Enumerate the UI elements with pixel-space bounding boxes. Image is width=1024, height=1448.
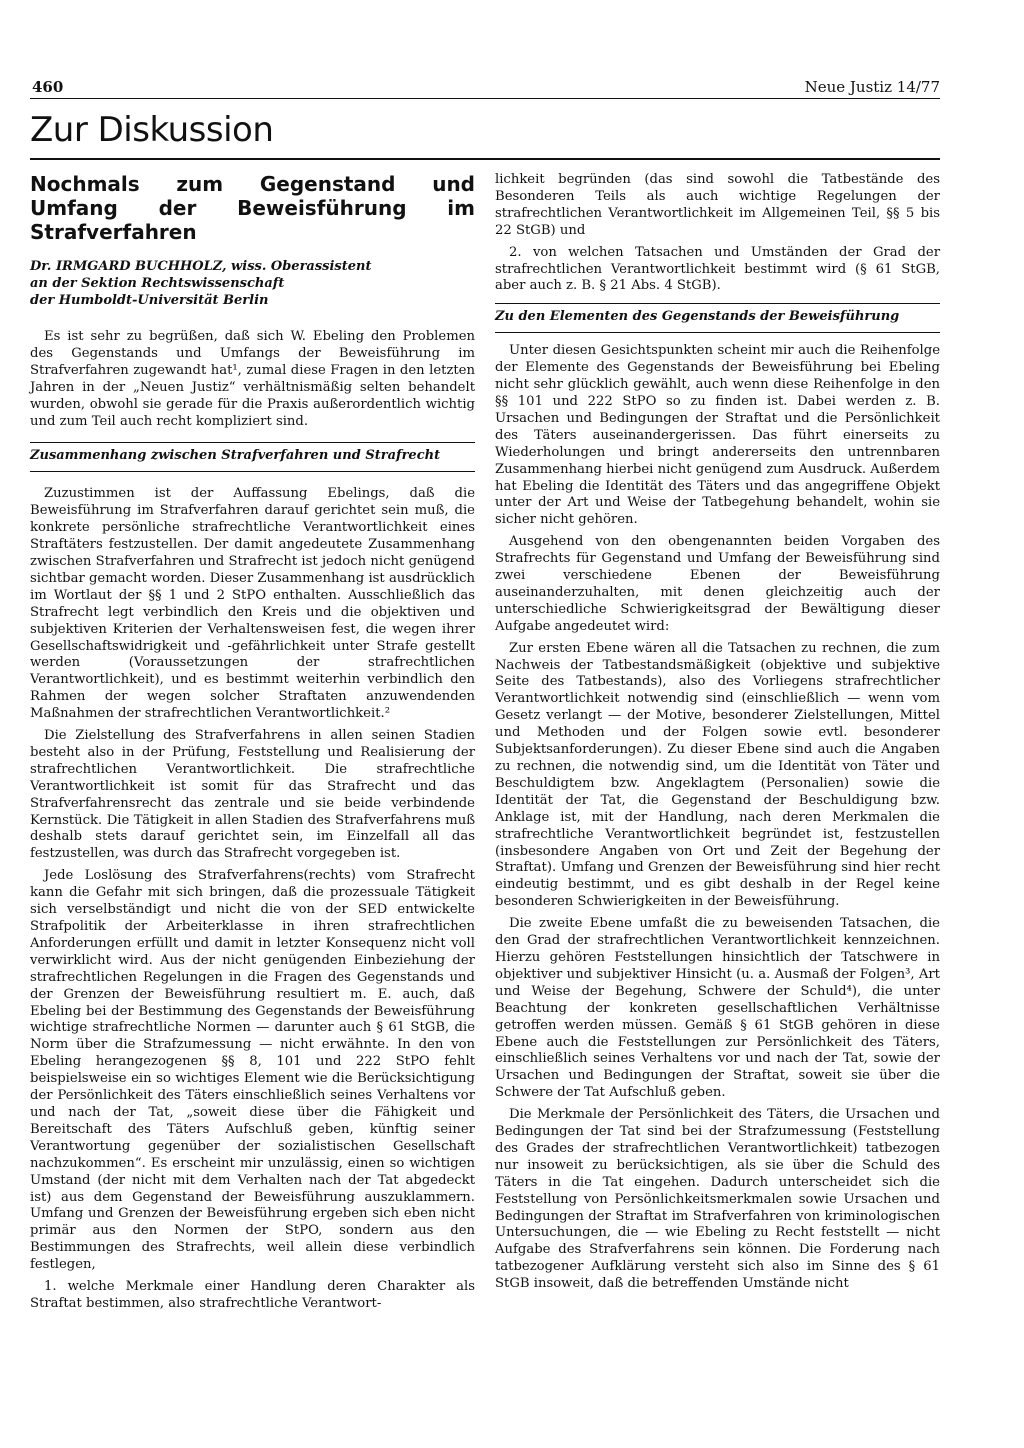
- body-paragraph: lichkeit begründen (das sind sowohl die Tatbestände des Besonderen Teils als auch wichtige Regelungen der strafrechtlichen Verantwortlichkeit im Allgemeinen Teil, §§ 5 bis 22 StGB) und: [495, 172, 940, 238]
- body-paragraph: Die zweite Ebene umfaßt die zu beweisenden Tatsachen, die den Grad der strafrechtlichen Verantwortlichkeit kennzeichnen. Hierzu gehören Feststellungen hinsichtlich der Tatschwere in objektiver und subjektiver Hinsicht (u. a. Ausmaß der Folgen³, Art und Weise der Begehung, Schwere der Schuld⁴), die unter Beachtung der konkreten gesellschaftlichen Verhältnisse getroffen werden müssen. Gemäß § 61 StGB gehören in diese Ebene auch die Feststellungen zur Persönlichkeit des Täters, einschließlich seines Verhaltens vor und nach der Tat, sowie der Ursachen und Bedingungen der Straftat, soweit sie über die Schwere der Tat Aufschluß geben.: [495, 916, 940, 1101]
- right-column: [495, 172, 940, 1298]
- author-block: [30, 258, 475, 309]
- top-rule: [30, 98, 940, 99]
- body-paragraph: Jede Loslösung des Strafverfahrens(rechts) vom Strafrecht kann die Gefahr mit sich bringen, daß die prozessuale Tätigkeit sich verselbständigt und nicht die von der SED entwickelte Strafpolitik der Arbeiterklasse in ihren strafrechtlichen Anforderungen erfüllt und damit in letzter Konsequenz nicht voll verwirklicht wird. Aus der nicht genügenden Einbeziehung der strafrechtlichen Regelungen in die Fragen des Gegenstands und der Grenzen der Beweisführung resultiert m. E. auch, daß Ebeling bei der Bestimmung des Gegenstands der Beweisführung wichtige strafrechtliche Normen — darunter auch § 61 StGB, die Norm über die Strafzumessung — nicht erwähnte. In den von Ebeling herangezogenen §§ 8, 101 und 222 StPO fehlt beispielsweise ein so wichtiges Element wie die Berücksichtigung der Persönlichkeit des Täters einschließlich seines Verhaltens vor und nach der Tat, „soweit diese über die Fähigkeit und Bereitschaft des Täters Aufschluß geben, künftig seiner Verantwortung gegenüber der sozialistischen Gesellschaft nachzukommen“. Es erscheint mir unzulässig, einen so wichtigen Umstand (der nicht mit dem Verhalten nach der Tat abgedeckt ist) aus dem Gegenstand der Beweisführung auszuklammern. Umfang und Grenzen der Beweisführung ergeben sich eben nicht primär aus den Normen der StPO, sondern aus den Bestimmungen des Strafrechts, weil allein diese verbindlich festlegen,: [30, 868, 475, 1273]
- subheading: Zu den Elementen des Gegenstands der Beweisführung: [495, 303, 940, 333]
- left-column: [30, 172, 475, 1318]
- title-rule: [30, 158, 940, 160]
- body-paragraph: Die Zielstellung des Strafverfahrens in allen seinen Stadien besteht also in der Prüfung, Feststellung und Realisierung der strafrechtlichen Verantwortlichkeit. Die strafrechtliche Verantwortlichkeit ist somit für das Strafrecht und das Strafverfahrensrecht das zentrale und sie beide verbindende Kernstück. Die Tätigkeit in allen Stadien des Strafverfahrens muß deshalb stets darauf gerichtet sein, im Einzelfall all das festzustellen, was durch das Strafrecht vorgegeben ist.: [30, 728, 475, 862]
- body-paragraph: Zuzustimmen ist der Auffassung Ebelings, daß die Beweisführung im Strafverfahren darauf gerichtet sein muß, die konkrete persönliche strafrechtliche Verantwortlichkeit eines Straftäters festzustellen. Der damit angedeutete Zusammenhang zwischen Strafverfahren und Strafrecht ist jedoch nicht genügend sichtbar gemacht worden. Dieser Zusammenhang ist ausdrücklich im Wortlaut der §§ 1 und 2 StPO enthalten. Ausschließlich das Strafrecht legt verbindlich den Kreis und die objektiven und subjektiven Kriterien der Verhaltensweisen fest, die wegen ihrer Gesellschaftswidrigkeit und -gefährlichkeit unter Strafe gestellt werden (Voraussetzungen der strafrechtlichen Verantwortlichkeit), und es bestimmt weiterhin verbindlich den Rahmen der wegen solcher Straftaten anzuwendenden Maßnahmen der strafrechtlichen Verantwortlichkeit.²: [30, 486, 475, 722]
- author-line: der Humboldt-Universität Berlin: [30, 293, 269, 308]
- body-paragraph: Ausgehend von den obengenannten beiden Vorgaben des Strafrechts für Gegenstand und Umfang der Beweisführung sind zwei verschiedene Ebenen der Beweisführung auseinanderzuhalten, mit denen gleichzeitig auch der unterschiedliche Schwierigkeitsgrad der Bewältigung dieser Aufgabe angedeutet wird:: [495, 534, 940, 634]
- body-paragraph: 1. welche Merkmale einer Handlung deren Charakter als Straftat bestimmen, also strafrechtliche Verantwort-: [30, 1279, 475, 1311]
- subheading: Zusammenhang zwischen Strafverfahren und Strafrecht: [30, 442, 475, 472]
- body-paragraph: Unter diesen Gesichtspunkten scheint mir auch die Reihenfolge der Elemente des Gegenstands der Beweisführung bei Ebeling nicht sehr glücklich gewählt, auch wenn diese Reihenfolge in den §§ 101 und 222 StPO so zu finden ist. Dabei werden z. B. Ursachen und Bedingungen der Straftat und die Persönlichkeit des Täters auseinandergerissen. Das führt einerseits zu Wiederholungen und bringt andererseits den untrennbaren Zusammenhang hierbei nicht genügend zum Ausdruck. Außerdem hat Ebeling die Identität des Täters und das angegriffene Objekt unter der Art und Weise der Tatbegehung behandelt, wohin sie sicher nicht gehören.: [495, 343, 940, 528]
- author-line: an der Sektion Rechtswissenschaft: [30, 276, 285, 291]
- journal-issue: Neue Justiz 14/77: [804, 78, 940, 96]
- body-paragraph: Zur ersten Ebene wären all die Tatsachen zu rechnen, die zum Nachweis der Tatbestandsmäßigkeit (objektive und subjektive Seite des Tatbestands), also des Vorliegens strafrechtlicher Verantwortlichkeit notwendig sind (einschließlich — wenn vom Gesetz verlangt — der Motive, besonderer Zielstellungen, Mittel und Methoden und der Folgen sowie evtl. besonderer Subjektsanforderungen). Zu dieser Ebene sind auch die Angaben zu rechnen, die notwendig sind, um die Identität von Täter und Beschuldigtem bzw. Angeklagtem (Personalien) sowie die Identität der Tat, die Gegenstand der Beschuldigung bzw. Anklage ist, mit der Handlung, nach deren Merkmalen die strafrechtliche Verantwortlichkeit begründet ist, festzustellen (insbesondere Angaben von Ort und Zeit der Begehung der Straftat). Umfang und Grenzen der Beweisführung sind hier recht eindeutig bestimmt, und es gibt deshalb in der Regel keine besonderen Schwierigkeiten in der Beweisführung.: [495, 640, 940, 910]
- page-number: 460: [32, 78, 64, 96]
- intro-paragraph: Es ist sehr zu begrüßen, daß sich W. Ebeling den Problemen des Gegenstands und Umfangs der Beweisführung im Strafverfahren zugewandt hat¹, zumal diese Fragen in den letzten Jahren in der „Neuen Justiz“ verhältnismäßig selten behandelt wurden, obwohl sie gerade für die Praxis außerordentlich wichtig und zum Teil auch recht kompliziert sind.: [30, 329, 475, 429]
- body-paragraph: 2. von welchen Tatsachen und Umständen der Grad der strafrechtlichen Verantwortlichkeit bestimmt wird (§ 61 StGB, aber auch z. B. § 21 Abs. 4 StGB).: [495, 244, 940, 294]
- body-paragraph: Die Merkmale der Persönlichkeit des Täters, die Ursachen und Bedingungen der Tat sind bei der Strafzumessung (Feststellung des Grades der strafrechtlichen Verantwortlichkeit) tatbezogen nur insoweit zu berücksichtigen, als sie über die Schuld des Täters in die Tat eingehen. Dadurch unterscheidet sich die Feststellung von Persönlichkeitsmerkmalen sowie Ursachen und Bedingungen der Straftat im Strafverfahren von kriminologischen Untersuchungen, die — wie Ebeling zu Recht feststellt — nicht Aufgabe des Strafverfahrens sein können. Die Forderung nach tatbezogener Aufklärung versteht sich also im Sinne des § 61 StGB insoweit, daß die betreffenden Umstände nicht: [495, 1107, 940, 1292]
- section-title: Zur Diskussion: [30, 110, 274, 150]
- author-line: Dr. IRMGARD BUCHHOLZ, wiss. Oberassistent: [30, 259, 372, 274]
- article-title: Nochmals zum Gegenstand und Umfang der Beweisführung im Strafverfahren: [30, 172, 475, 244]
